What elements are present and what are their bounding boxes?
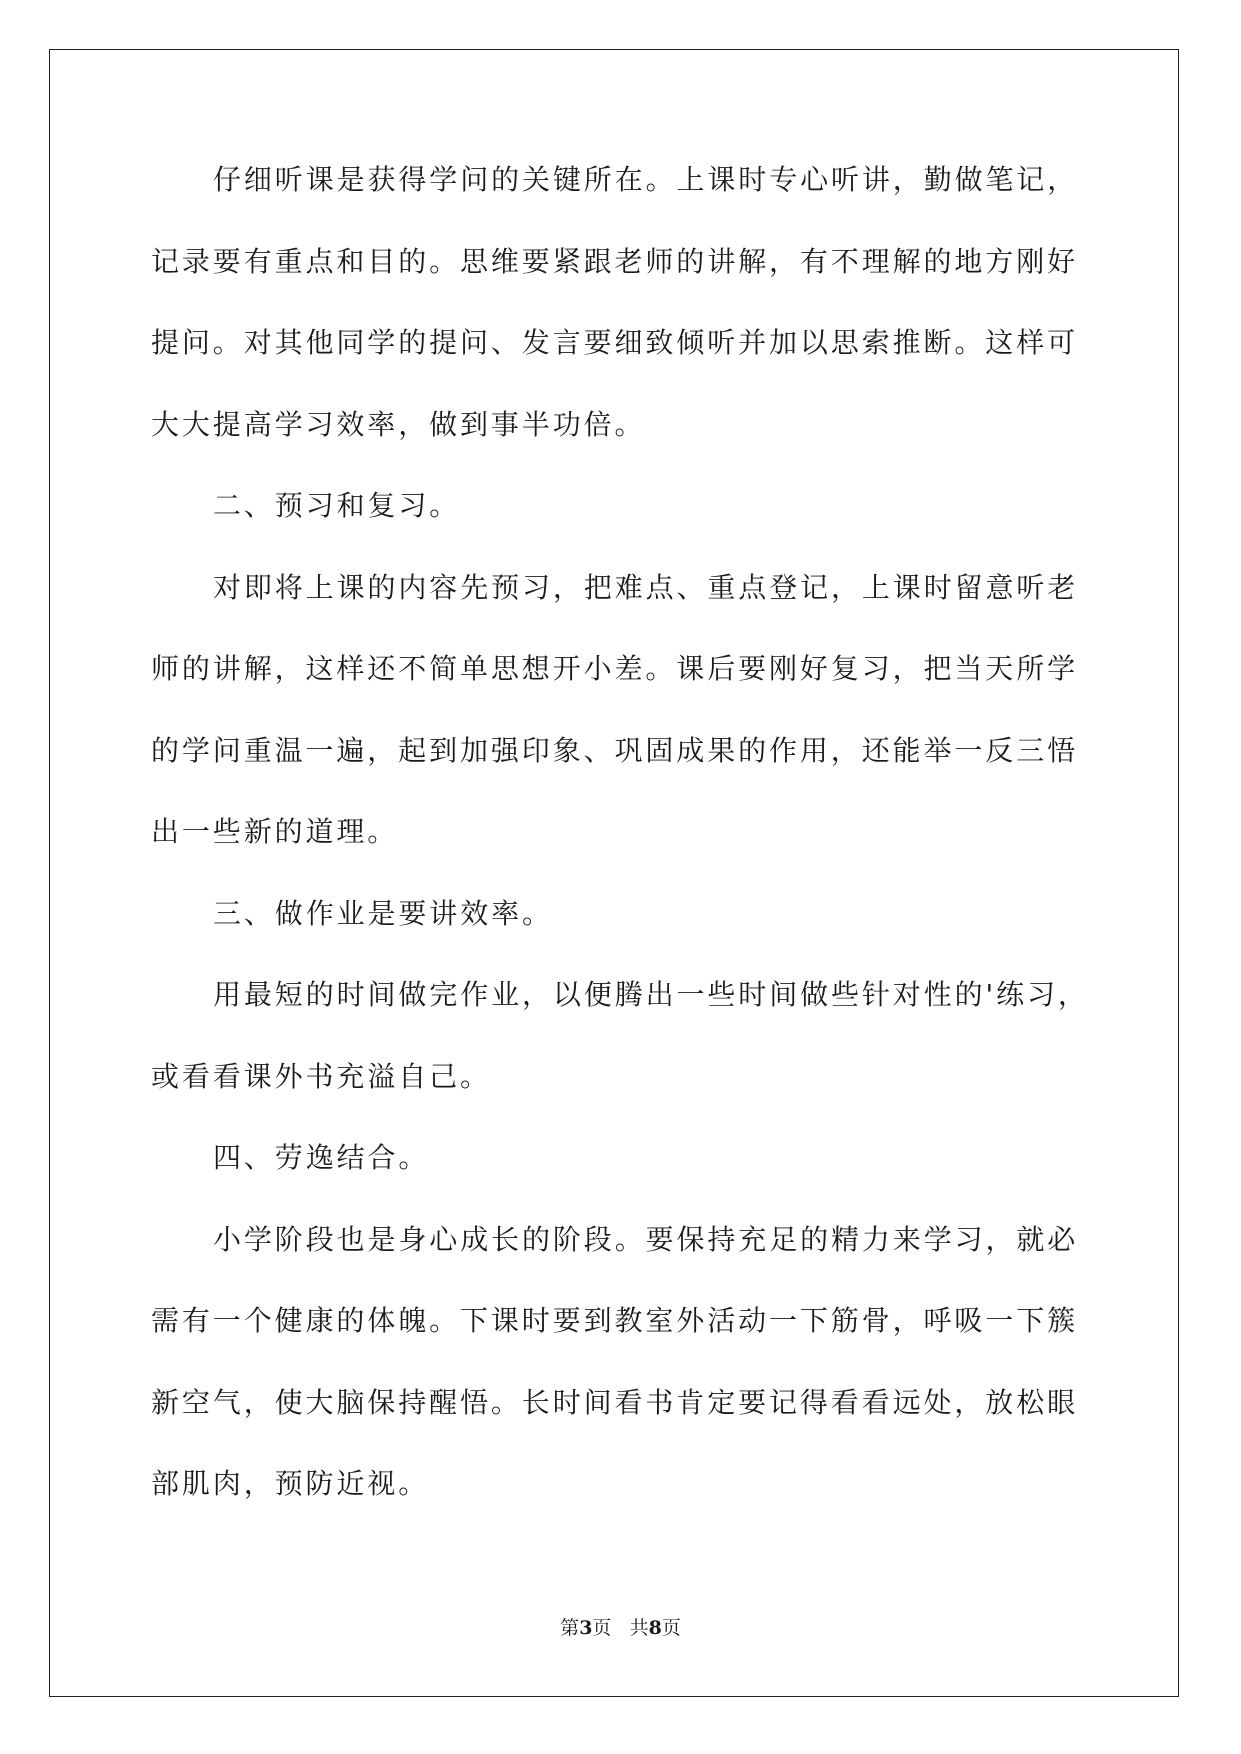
text-line: 提问。对其他同学的提问、发言要细致倾听并加以思索推断。这样可 (151, 326, 1079, 359)
section-heading: 四、劳逸结合。 (213, 1141, 430, 1174)
text-line: 大大提高学习效率，做到事半功倍。 (151, 407, 646, 441)
text-line: 部肌肉，预防近视。 (151, 1467, 430, 1500)
page-number: 第3页 (560, 1617, 612, 1639)
text-line: 出一些新的道理。 (151, 815, 399, 848)
text-line: 小学阶段也是身心成长的阶段。要保持充足的精力来学习，就必 (213, 1222, 1079, 1256)
text-line: 的学问重温一遍，起到加强印象、巩固成果的作用，还能举一反三悟 (151, 733, 1079, 767)
total-pages: 共8页 (629, 1617, 681, 1639)
text-line: 记录要有重点和目的。思维要紧跟老师的讲解，有不理解的地方刚好 (151, 244, 1079, 278)
section-heading: 二、预习和复习。 (213, 489, 461, 522)
section-heading: 三、做作业是要讲效率。 (213, 896, 553, 930)
text-line: 用最短的时间做完作业，以便腾出一些时间做些针对性的'练习， (213, 978, 1089, 1011)
text-line: 需有一个健康的体魄。下课时要到教室外活动一下筋骨，呼吸一下簇 (151, 1304, 1079, 1337)
text-line: 师的讲解，这样还不简单思想开小差。课后要刚好复习，把当天所学 (151, 652, 1079, 685)
text-line: 仔细听课是获得学问的关键所在。上课时专心听讲，勤做笔记， (213, 163, 1079, 196)
document-body (151, 160, 1091, 1546)
text-line: 对即将上课的内容先预习，把难点、重点登记，上课时留意听老 (213, 570, 1079, 604)
text-line: 或看看课外书充溢自己。 (151, 1059, 491, 1093)
page-footer (0, 1613, 1241, 1640)
text-line: 新空气，使大脑保持醒悟。长时间看书肯定要记得看看远处，放松眼 (151, 1385, 1079, 1419)
